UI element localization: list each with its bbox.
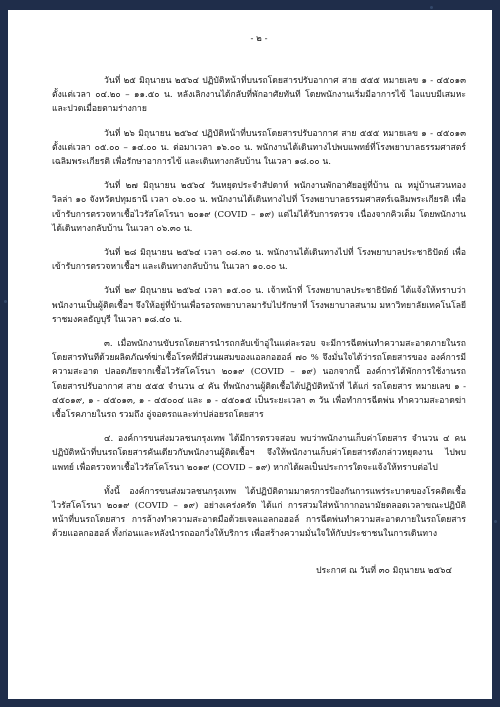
paragraph-4: วันที่ ๒๘ มิถุนายน ๒๕๖๔ เวลา ๐๘.๓๐ น. พนักงานได้เดินทางไปที่ โรงพยาบาลประชาธิปัตย์ เพื่อเข้ารับการตรวจหาเชื้อฯ และเดินทางกลับบ้าน ในเวลา ๑๐.๐๐ น. — [52, 248, 466, 273]
paragraph-6: ๓. เมื่อพนักงานขับรถโดยสารนำรถกลับเข้าอู่ในแต่ละรอบ จะมีการฉีดพ่นทำความสะอาดภายในรถโดยสารทันทีด้วยผลิตภัณฑ์ฆ่าเชื้อโรคที่มีส่วนผสมของแอลกอฮอล์ ๗๐ % จึงมั่นใจได้ว่ารถโดยสารของ องค์การมีความสะอาด ปลอดภัยจากเชื้อไวรัสโคโรนา ๒๐๑๙ (COVID – ๑๙) นอกจากนี้ องค์การได้พักการใช้งานรถโดยสารปรับอากาศ สาย ๕๕๕ จำนวน ๔ คัน ที่พนักงานผู้ติดเชื้อได้ปฏิบัติหน้าที่ ได้แก่ รถโดยสาร หมายเลข ๑ - ๔๕๐๑๙, ๑ - ๔๕๐๑๓, ๑ - ๔๕๐๐๔ และ ๑ - ๔๕๐๑๕ เป็นระยะเวลา ๓ วัน เพื่อทำการฉีดพ่น ทำความสะอาดฆ่าเชื้อโรคภายในรถ รวมถึง อู่จอดรถและท่าปล่อยรถโดยสาร — [52, 339, 466, 421]
paragraph-1: วันที่ ๒๕ มิถุนายน ๒๕๖๔ ปฏิบัติหน้าที่บนรถโดยสารปรับอากาศ สาย ๕๕๕ หมายเลข ๑ - ๔๕๐๑๓ ตั้งแต่เวลา ๐๔.๒๐ – ๑๑.๕๐ น. หลังเลิกงานได้กลับที่พักอาศัยทันที โดยพนักงานเริ่มมีอาการไข้ ไอแบบมีเสมหะ และปวดเมื่อยตามร่างกาย — [52, 76, 466, 115]
announcement-date: ประกาศ ณ วันที่ ๓๐ มิถุนายน ๒๕๖๔ — [316, 565, 452, 576]
paragraph-8: ทั้งนี้ องค์การขนส่งมวลชนกรุงเทพ ได้ปฏิบัติตามมาตรการป้องกันการแพร่ระบาดของโรคติดเชื้อไวรัสโคโรนา ๒๐๑๙ (COVID – ๑๙) อย่างเคร่งครัด ได้แก่ การสวมใส่หน้ากากอนามัยตลอดเวลาขณะปฏิบัติหน้าที่บนรถโดยสาร การล้างทำความสะอาดมือด้วยเจลแอลกอฮอล์ การฉีดพ่นทำความสะอาดภายในรถโดยสารด้วยแอลกอฮอล์ ทั้งก่อนและหลังนำรถออกวิ่งให้บริการ เพื่อสร้างความมั่นใจให้กับประชาชนในการเดินทาง — [52, 486, 466, 540]
paragraph-7: ๔. องค์การขนส่งมวลชนกรุงเทพ ได้มีการตรวจสอบ พบว่าพนักงานเก็บค่าโดยสาร จำนวน ๔ คน ปฏิบัติหน้าที่บนรถโดยสารคันเดียวกับพนักงานผู้ติดเชื้อฯ จึงให้พนักงานเก็บค่าโดยสารดังกล่าวหยุดงาน ไปพบแพทย์ เพื่อตรวจหาเชื้อไวรัสโคโรนา ๒๐๑๙ (COVID – ๑๙) หากได้ผลเป็นประการใดจะแจ้งให้ทราบต่อไป — [52, 434, 466, 473]
paragraph-3: วันที่ ๒๗ มิถุนายน ๒๕๖๔ วันหยุดประจำสัปดาห์ พนักงานพักอาศัยอยู่ที่บ้าน ณ หมู่บ้านสวนทองวิลล่า ๑๐ จังหวัดปทุมธานี เวลา ๐๖.๐๐ น. พนักงานได้เดินทางไปที่ โรงพยาบาลธรรมศาสตร์เฉลิมพระเกียรติ เพื่อเข้ารับการตรวจหาเชื้อไวรัสโคโรนา ๒๐๑๙ (COVID – ๑๙) แต่ไม่ได้รับการตรวจ เนื่องจากคิวเต็ม โดยพนักงานได้เดินทางกลับบ้าน ในเวลา ๐๖.๓๐ น. — [52, 181, 466, 234]
paragraph-5: วันที่ ๒๙ มิถุนายน ๒๕๖๔ เวลา ๑๕.๐๐ น. เจ้าหน้าที่ โรงพยาบาลประชาธิปัตย์ ได้แจ้งให้ทราบว่า พนักงานเป็นผู้ติดเชื้อฯ จึงให้อยู่ที่บ้านเพื่อรอรถพยาบาลมารับไปรักษาที่ โรงพยาบาลสนาม มหาวิทยาลัยเทคโนโลยีราชมงคลธัญบุรี ในเวลา ๑๘.๔๐ น. — [52, 286, 466, 325]
paragraph-2: วันที่ ๒๖ มิถุนายน ๒๕๖๔ ปฏิบัติหน้าที่บนรถโดยสารปรับอากาศ สาย ๕๕๕ หมายเลข ๑ - ๔๕๐๑๓ ตั้งแต่เวลา ๐๕.๐๐ – ๑๔.๐๐ น. ต่อมาเวลา ๑๖.๐๐ น. พนักงานได้เดินทางไปพบแพทย์ที่โรงพยาบาลธรรมศาสตร์เฉลิมพระเกียรติ เพื่อรักษาอาการไข้ และเดินทางกลับบ้าน ในเวลา ๑๘.๐๐ น. — [52, 128, 466, 168]
page-number: - ๒ - — [250, 34, 268, 44]
document-page — [8, 10, 492, 699]
